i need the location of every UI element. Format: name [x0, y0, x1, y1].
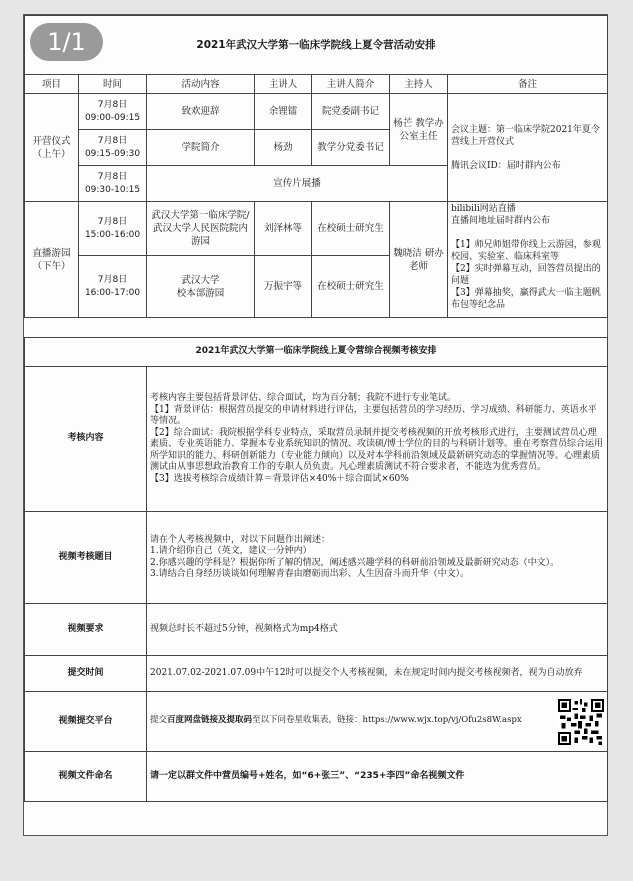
assessment-title: 2021年武汉大学第一临床学院线上夏令营综合视频考核安排 — [25, 338, 608, 367]
document-sheet — [23, 14, 608, 836]
header-content: 活动内容 — [147, 75, 255, 94]
opening-content-1: 致欢迎辞 — [147, 94, 255, 130]
qr-code-icon[interactable] — [558, 699, 604, 745]
assessment-label-naming: 视频文件命名 — [25, 752, 147, 802]
tour-intro-2: 在校硕士研究生 — [312, 256, 390, 318]
header-notes: 备注 — [448, 75, 608, 94]
assessment-label-content: 考核内容 — [25, 367, 147, 512]
page-counter-badge: 1/1 — [30, 23, 103, 61]
assessment-table — [24, 337, 608, 802]
assessment-text-naming: 请一定以群文件中营员编号+姓名，如“6+张三”、“235+李四”命名视频文件 — [147, 752, 608, 802]
tour-time-1: 7月8日 15:00-16:00 — [79, 202, 147, 256]
platform-bold-text: 百度网盘链接及提取码 — [167, 714, 253, 725]
schedule-table — [24, 15, 608, 318]
opening-speaker-2: 杨劲 — [255, 130, 312, 166]
tour-time-2: 7月8日 16:00-17:00 — [79, 256, 147, 318]
opening-time-2: 7月8日 09:15-09:30 — [79, 130, 147, 166]
tour-intro-1: 在校硕士研究生 — [312, 202, 390, 256]
header-speaker-intro: 主讲人简介 — [312, 75, 390, 94]
opening-time-1: 7月8日 09:00-09:15 — [79, 94, 147, 130]
opening-content-2: 学院简介 — [147, 130, 255, 166]
opening-project: 开营仪式（上午） — [25, 94, 79, 202]
tour-content-1: 武汉大学第一临床学院/武汉大学人民医院院内游园 — [147, 202, 255, 256]
assessment-label-questions: 视频考核题目 — [25, 512, 147, 604]
assessment-text-platform — [147, 692, 608, 752]
platform-link-text[interactable]: 至以下问卷星收集表，链接：https://www.wjx.top/vj/Ofu2s8W.aspx — [252, 714, 522, 725]
assessment-label-deadline: 提交时间 — [25, 656, 147, 692]
opening-intro-2: 教学分党委书记 — [312, 130, 390, 166]
assessment-text-content: 考核内容主要包括背景评估、综合面试，均为百分制；我院不进行专业笔试。 【1】背景评估：根据营员提交的申请材料进行评估，主要包括营员的学习经历、学习成绩、科研能力、英语水平等情况。 【2】综合面试：我院根据学科专业特点，采取营员录制并提交考核视频的开放考核形式进行，主要测试营员心理素质、专业英语能力、掌握本专业系统知识的情况、攻读硕/博士学位的目的与科研计划等。重在考察营员综合运用所学知识的能力、科研创新能力（专业能力倾向）以及对本学科前沿领域及最新研究动态的掌握情况等。心理素质测试由从事思想政治教育工作的专职人员负责。凡心理素质测试不符合要求者，不能选为优秀营员。 【3】选拔考核综合成绩计算＝背景评估×40%＋综合面试×60% — [147, 367, 608, 512]
assessment-label-requirements: 视频要求 — [25, 604, 147, 656]
assessment-text-requirements: 视频总时长不超过5分钟，视频格式为mp4格式 — [147, 604, 608, 656]
opening-speaker-1: 余锂镭 — [255, 94, 312, 130]
assessment-label-platform: 视频提交平台 — [25, 692, 147, 752]
header-time: 时间 — [79, 75, 147, 94]
tour-speaker-2: 万振宇等 — [255, 256, 312, 318]
header-project: 项目 — [25, 75, 79, 94]
platform-prefix: 提交 — [150, 714, 168, 725]
opening-content-3: 宣传片展播 — [147, 166, 448, 202]
tour-content-2: 武汉大学 校本部游园 — [147, 256, 255, 318]
tour-host: 魏晓洁 研办老师 — [390, 202, 448, 318]
tour-note: bilibili网站直播 直播间地址届时群内公布 【1】师兄师姐带你线上云游园，参观校园、实验室、临床科室等 【2】实时弹幕互动，回答营员提出的问题 【3】弹幕抽奖，赢得武大一临主题帆布包等纪念品 — [448, 202, 608, 318]
opening-intro-1: 院党委副书记 — [312, 94, 390, 130]
assessment-text-deadline: 2021.07.02-2021.07.09中午12时可以提交个人考核视频，未在规定时间内提交考核视频者，视为自动放弃 — [147, 656, 608, 692]
schedule-title: 2021年武汉大学第一临床学院线上夏令营活动安排 — [25, 16, 608, 75]
header-speaker: 主讲人 — [255, 75, 312, 94]
tour-project: 直播游园（下午） — [25, 202, 79, 318]
assessment-text-questions: 请在个人考核视频中，对以下问题作出阐述： 1.请介绍你自己（英文，建议一分钟内） 2.你感兴趣的学科是？根据你所了解的情况，阐述感兴趣学科的科研前沿领域及最新研究动态（中文）。 3.请结合自身经历谈谈如何理解青春由磨砺而出彩、人生因奋斗而升华（中文）。 — [147, 512, 608, 604]
header-host: 主持人 — [390, 75, 448, 94]
opening-note: 会议主题：第一临床学院2021年夏令营线上开营仪式 腾讯会议ID：届时群内公布 — [448, 94, 608, 202]
tour-speaker-1: 刘泽林等 — [255, 202, 312, 256]
opening-time-3: 7月8日 09:30-10:15 — [79, 166, 147, 202]
opening-host: 杨芒 教学办公室主任 — [390, 94, 448, 166]
